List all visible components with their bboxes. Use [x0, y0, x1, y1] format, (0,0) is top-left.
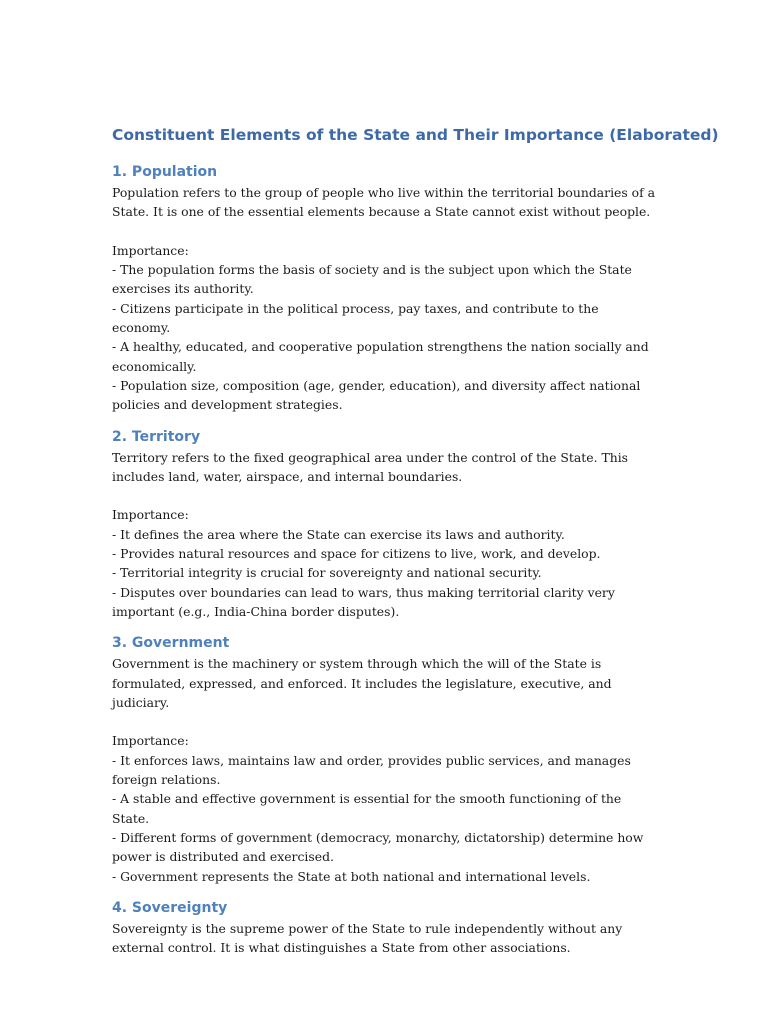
- paragraph-spacer: [112, 222, 660, 241]
- section-government: [112, 632, 660, 886]
- importance-point: - Disputes over boundaries can lead to wars, thus making territorial clarity very important (e.g., India-China border disputes).: [112, 584, 615, 619]
- importance-point: - A stable and effective government is essential for the smooth functioning of the State.: [112, 791, 622, 826]
- importance-point: - Population size, composition (age, gender, education), and diversity affect national policies and development strategies.: [112, 377, 641, 413]
- document-page: [112, 122, 719, 968]
- section-heading: 1. Population: [112, 164, 218, 180]
- importance-label: Importance:: [112, 242, 189, 258]
- importance-label: Importance:: [112, 507, 189, 523]
- importance-point: - Territorial integrity is crucial for sovereignty and national security.: [112, 565, 542, 581]
- importance-label: Importance:: [112, 733, 189, 749]
- section-heading: 4. Sovereignty: [112, 899, 228, 916]
- importance-point: - Provides natural resources and space for citizens to live, work, and develop.: [112, 546, 601, 562]
- section-sovereignty: [112, 897, 660, 958]
- section-definition: Population refers to the group of people who live within the territorial boundaries of a State. It is one of the essential elements because a State cannot exist without people.: [112, 185, 656, 220]
- section-definition: Sovereignty is the supreme power of the State to rule independently without any external control. It is what distinguishes a State from other associations.: [112, 920, 623, 956]
- importance-point: - Government represents the State at both national and international levels.: [112, 868, 591, 884]
- section-territory: [112, 426, 660, 622]
- paragraph-spacer: [112, 486, 660, 505]
- section-heading: 2. Territory: [112, 428, 201, 445]
- section-heading: 3. Government: [112, 635, 230, 652]
- paragraph-spacer: [112, 712, 660, 731]
- importance-point: - It defines the area where the State can exercise its laws and authority.: [112, 526, 565, 542]
- importance-point: - It enforces laws, maintains law and order, provides public services, and manages foreign relations.: [112, 752, 631, 788]
- importance-point: - The population forms the basis of society and is the subject upon which the State exercises its authority.: [112, 262, 632, 297]
- section-definition: Territory refers to the fixed geographical area under the control of the State. This includes land, water, airspace, and internal boundaries.: [112, 449, 629, 484]
- importance-point: - Different forms of government (democracy, monarchy, dictatorship) determine how power is distributed and exercised.: [112, 829, 644, 865]
- document-title: Constituent Elements of the State and Their Importance (Elaborated): [112, 126, 719, 144]
- section-population: [112, 161, 660, 415]
- section-definition: Government is the machinery or system through which the will of the State is formulated, expressed, and enforced. It includes the legislature, executive, and judiciary.: [112, 656, 612, 710]
- importance-point: - Citizens participate in the political process, pay taxes, and contribute to the economy.: [112, 300, 599, 336]
- importance-point: - A healthy, educated, and cooperative population strengthens the nation socially and economically.: [112, 339, 649, 374]
